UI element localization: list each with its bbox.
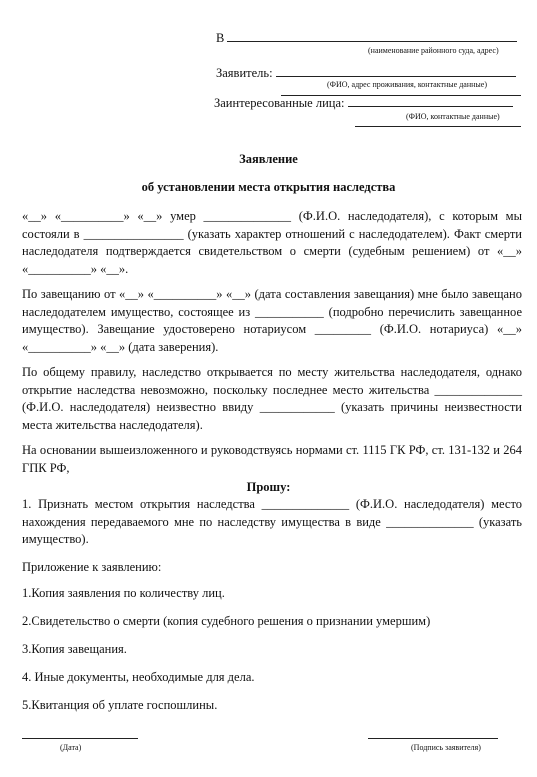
document-title: Заявление (239, 152, 298, 166)
applicant-label: Заявитель: (216, 66, 273, 80)
attachment-item: 4. Иные документы, необходимые для дела. (22, 670, 255, 684)
attachment-item: 2.Свидетельство о смерти (копия судебного решения о признании умершим) (22, 614, 431, 628)
applicant-line (216, 63, 516, 81)
court-blank (227, 28, 517, 42)
interested-blank (348, 93, 513, 107)
court-line (216, 28, 517, 46)
attachment-item: 5.Квитанция об уплате госпошлины. (22, 698, 218, 712)
attachment-item: 1.Копия заявления по количеству лиц. (22, 586, 225, 600)
interested-blank-2 (355, 126, 521, 127)
date-line (22, 738, 138, 739)
interested-note: (ФИО, контактные данные) (406, 112, 500, 121)
date-note: (Дата) (60, 743, 82, 752)
paragraph-general-rule: По общему правилу, наследство открывается по месту жительства наследодателя, однако открытие наследства невозможно, поскольку последнее место жительства ______________ (Ф.И.О. наследодателя) неизвестно ввиду ____________ (указать причины неизвестности места жительства наследодателя). (22, 365, 522, 432)
request-item-1: 1. Признать местом открытия наследства ______________ (Ф.И.О. наследодателя) место нахождения передаваемого мне по наследству имущества в виде ______________ (указать имущество). (22, 497, 522, 546)
court-prefix: В (216, 31, 225, 45)
interested-label: Заинтересованные лица: (214, 96, 345, 110)
signature-note: (Подпись заявителя) (411, 743, 481, 752)
attachments-heading: Приложение к заявлению: (22, 560, 162, 574)
paragraph-legal-basis: На основании вышеизложенного и руководствуясь нормами ст. 1115 ГК РФ, ст. 131-132 и 264 ГПК РФ, (22, 443, 522, 475)
applicant-note: (ФИО, адрес проживания, контактные данные) (327, 80, 487, 89)
paragraph-death-info: «__» «__________» «__» умер ______________ (Ф.И.О. наследодателя), с которым мы состояли в ________________ (указать характер отношений с наследодателем). Факт смерти наследодателя подтверждается свидетельством о смерти (судебным решением) от «__» «__________» «__». (22, 209, 522, 276)
signature-line (368, 738, 498, 739)
interested-line (214, 93, 513, 111)
request-heading: Прошу: (246, 480, 291, 494)
paragraph-will-info: По завещанию от «__» «__________» «__» (дата составления завещания) мне было завещано наследодателем имущество, состоящее из ___________ (подробно перечислить завещанное имущество). Завещание удостоверено нотариусом _________ (Ф.И.О. нотариуса) «__» «__________» «__» (дата заверения). (22, 287, 522, 354)
applicant-blank (276, 63, 516, 77)
document-subtitle: об установлении места открытия наследства (141, 180, 396, 194)
attachment-item: 3.Копия завещания. (22, 642, 127, 656)
court-note: (наименование районного суда, адрес) (368, 46, 499, 55)
